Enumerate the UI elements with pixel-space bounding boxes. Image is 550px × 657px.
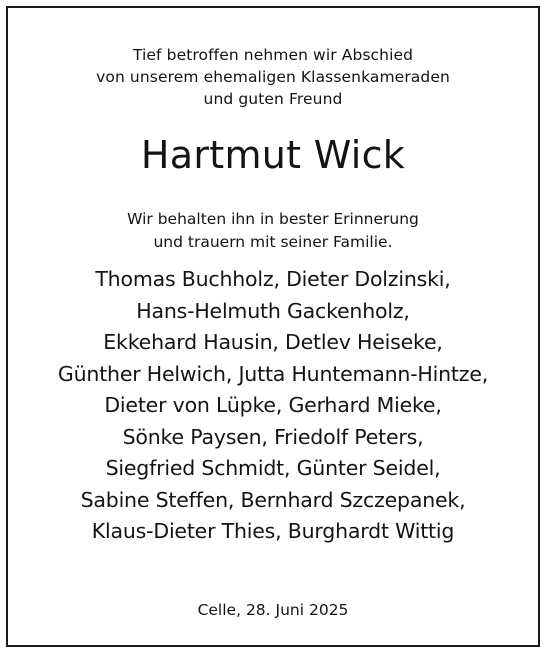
mourners-line: Klaus-Dieter Thies, Burghardt Wittig <box>91 519 455 543</box>
obituary-notice <box>6 6 540 647</box>
mourners-line: Dieter von Lüpke, Gerhard Mieke, <box>104 393 442 417</box>
mourners-line: Günther Helwich, Jutta Huntemann-Hintze, <box>57 361 489 386</box>
intro-line: Tief betroffen nehmen wir Abschied <box>132 46 414 64</box>
remembrance-line: Wir behalten ihn in bester Erinnerung <box>127 210 419 228</box>
mourners-line: Sönke Paysen, Friedolf Peters, <box>122 424 424 449</box>
mourners-list <box>8 264 538 548</box>
mourners-line: Sabine Steffen, Bernhard Szczepanek, <box>80 487 466 512</box>
place-and-date: Celle, 28. Juni 2025 <box>197 601 349 619</box>
mourners-line: Thomas Buchholz, Dieter Dolzinski, <box>95 267 451 291</box>
mourners-line: Ekkehard Hausin, Detlev Heiseke, <box>103 330 443 354</box>
mourners-line: Siegfried Schmidt, Günter Seidel, <box>105 456 441 480</box>
deceased-name: Hartmut Wick <box>140 133 406 177</box>
mourners-line: Hans-Helmuth Gackenholz, <box>136 298 410 323</box>
intro-text <box>8 44 538 110</box>
intro-line: und guten Freund <box>203 90 343 108</box>
remembrance-line: und trauern mit seiner Familie. <box>153 233 393 251</box>
intro-line: von unserem ehemaligen Klassenkameraden <box>96 68 450 86</box>
remembrance-text <box>8 208 538 254</box>
